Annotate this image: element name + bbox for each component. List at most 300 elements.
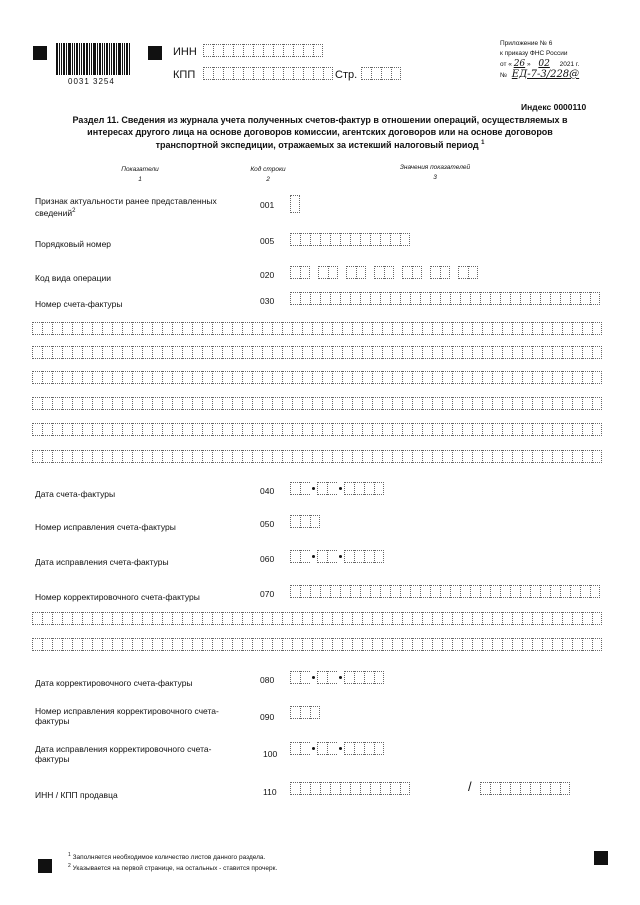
input-cell[interactable] [142,423,152,436]
input-cell[interactable] [232,423,242,436]
input-cell[interactable] [582,450,592,463]
input-cell[interactable] [132,450,142,463]
input-cell[interactable] [172,638,182,651]
input-cell[interactable] [52,371,62,384]
input-cell[interactable] [282,397,292,410]
input-cell[interactable] [62,612,72,625]
input-cell[interactable] [202,450,212,463]
input-cell[interactable] [152,346,162,359]
input-cell[interactable] [432,397,442,410]
input-cell[interactable] [122,612,132,625]
input-cell[interactable] [462,612,472,625]
input-cell[interactable] [460,292,470,305]
input-cell[interactable] [482,638,492,651]
input-cell[interactable] [562,612,572,625]
input-cell[interactable] [142,397,152,410]
input-cell[interactable] [102,450,112,463]
input-cell[interactable] [472,450,482,463]
input-cell[interactable] [552,371,562,384]
input-cell[interactable] [452,638,462,651]
input-cell[interactable] [480,292,490,305]
input-cell[interactable] [212,371,222,384]
input-cell[interactable] [402,397,412,410]
input-cell[interactable] [292,371,302,384]
input-cell[interactable] [172,612,182,625]
input-cell[interactable] [92,423,102,436]
input-cell[interactable] [232,397,242,410]
input-cell[interactable] [62,346,72,359]
input-cell[interactable] [412,423,422,436]
input-cell[interactable] [430,292,440,305]
input-cell[interactable] [342,423,352,436]
input-cell[interactable] [432,423,442,436]
input-cell[interactable] [592,346,602,359]
page-cells[interactable] [361,67,401,80]
input-cell[interactable] [92,612,102,625]
row-070-cells-line1[interactable] [290,585,600,598]
input-cell[interactable] [422,450,432,463]
input-cell[interactable] [582,423,592,436]
input-cell[interactable] [502,450,512,463]
input-cell[interactable] [502,371,512,384]
input-cell[interactable] [332,371,342,384]
input-cell[interactable] [292,322,302,335]
input-cell[interactable] [112,450,122,463]
input-cell[interactable] [302,638,312,651]
input-cell[interactable] [440,292,450,305]
input-cell[interactable] [572,397,582,410]
input-cell[interactable] [262,612,272,625]
input-cell[interactable] [142,346,152,359]
input-cell[interactable] [282,346,292,359]
input-cell[interactable] [532,423,542,436]
input-cell[interactable] [82,423,92,436]
input-cell[interactable] [82,612,92,625]
input-cell[interactable] [172,322,182,335]
input-cell[interactable] [262,322,272,335]
input-cell[interactable] [562,423,572,436]
input-cell[interactable] [492,397,502,410]
input-cell[interactable] [432,371,442,384]
input-cell[interactable] [362,638,372,651]
input-cell[interactable] [162,371,172,384]
input-cell[interactable] [372,423,382,436]
input-cell[interactable] [72,346,82,359]
input-cell[interactable] [132,397,142,410]
input-cell[interactable] [162,638,172,651]
input-cell[interactable] [222,322,232,335]
input-cell[interactable] [182,346,192,359]
input-cell[interactable] [432,638,442,651]
input-cell[interactable] [292,612,302,625]
input-cell[interactable] [312,638,322,651]
input-cell[interactable] [350,292,360,305]
input-cell[interactable] [550,292,560,305]
input-cell[interactable] [312,371,322,384]
input-cell[interactable] [322,612,332,625]
input-cell[interactable] [52,346,62,359]
input-cell[interactable] [382,371,392,384]
input-cell[interactable] [300,585,310,598]
input-cell[interactable] [102,371,112,384]
input-cell[interactable] [540,292,550,305]
input-cell[interactable] [532,371,542,384]
input-cell[interactable] [590,292,600,305]
input-cell[interactable] [502,612,512,625]
input-cell[interactable] [122,371,132,384]
input-cell[interactable] [252,612,262,625]
input-cell[interactable] [392,322,402,335]
input-cell[interactable] [92,346,102,359]
input-cell[interactable] [52,450,62,463]
input-cell[interactable] [342,322,352,335]
input-cell[interactable] [122,638,132,651]
input-cell[interactable] [112,397,122,410]
input-cell[interactable] [42,612,52,625]
row-005-cells[interactable] [290,233,410,246]
input-cell[interactable] [430,585,440,598]
input-cell[interactable] [512,450,522,463]
input-cell[interactable] [82,322,92,335]
input-cell[interactable] [322,397,332,410]
input-cell[interactable] [552,612,562,625]
input-cell[interactable] [352,638,362,651]
input-cell[interactable] [582,612,592,625]
input-cell[interactable] [532,397,542,410]
input-cell[interactable] [272,322,282,335]
input-cell[interactable] [92,638,102,651]
input-cell[interactable] [592,322,602,335]
input-cell[interactable] [152,450,162,463]
input-cell[interactable] [552,397,562,410]
input-cell[interactable] [480,585,490,598]
input-cell[interactable] [172,423,182,436]
input-cell[interactable] [380,585,390,598]
input-cell[interactable] [382,322,392,335]
input-cell[interactable] [382,450,392,463]
input-cell[interactable] [252,346,262,359]
input-cell[interactable] [362,371,372,384]
input-cell[interactable] [520,585,530,598]
input-cell[interactable] [522,450,532,463]
input-cell[interactable] [42,371,52,384]
input-cell[interactable] [52,423,62,436]
input-cell[interactable] [582,638,592,651]
input-cell[interactable] [332,638,342,651]
input-cell[interactable] [212,322,222,335]
input-cell[interactable] [352,450,362,463]
input-cell[interactable] [262,450,272,463]
input-cell[interactable] [212,423,222,436]
input-cell[interactable] [382,423,392,436]
input-cell[interactable] [502,638,512,651]
input-cell[interactable] [62,371,72,384]
input-cell[interactable] [112,423,122,436]
input-cell[interactable] [202,397,212,410]
input-cell[interactable] [172,397,182,410]
input-cell[interactable] [400,292,410,305]
row-020-cells[interactable] [290,266,478,279]
input-cell[interactable] [232,346,242,359]
input-cell[interactable] [572,612,582,625]
input-cell[interactable] [62,397,72,410]
input-cell[interactable] [512,322,522,335]
input-cell[interactable] [352,423,362,436]
input-cell[interactable] [332,397,342,410]
input-cell[interactable] [290,292,300,305]
input-cell[interactable] [342,397,352,410]
input-cell[interactable] [382,346,392,359]
input-cell[interactable] [32,612,42,625]
input-cell[interactable] [340,585,350,598]
input-cell[interactable] [572,450,582,463]
input-cell[interactable] [412,371,422,384]
input-cell[interactable] [440,585,450,598]
input-cell[interactable] [552,450,562,463]
input-cell[interactable] [552,322,562,335]
input-cell[interactable] [552,346,562,359]
input-cell[interactable] [570,585,580,598]
input-cell[interactable] [420,292,430,305]
input-cell[interactable] [292,346,302,359]
input-cell[interactable] [372,397,382,410]
input-cell[interactable] [492,612,502,625]
input-cell[interactable] [532,612,542,625]
input-cell[interactable] [232,450,242,463]
input-cell[interactable] [542,397,552,410]
row-030-cells-line5[interactable] [32,397,602,410]
input-cell[interactable] [542,346,552,359]
input-cell[interactable] [242,612,252,625]
input-cell[interactable] [552,423,562,436]
input-cell[interactable] [122,450,132,463]
input-cell[interactable] [272,397,282,410]
input-cell[interactable] [162,612,172,625]
input-cell[interactable] [312,423,322,436]
input-cell[interactable] [32,638,42,651]
input-cell[interactable] [222,612,232,625]
input-cell[interactable] [242,423,252,436]
input-cell[interactable] [502,423,512,436]
row-030-cells-line3[interactable] [32,346,602,359]
input-cell[interactable] [522,612,532,625]
input-cell[interactable] [132,612,142,625]
input-cell[interactable] [312,397,322,410]
input-cell[interactable] [182,371,192,384]
input-cell[interactable] [452,450,462,463]
inn-cells[interactable] [203,44,323,57]
input-cell[interactable] [490,585,500,598]
input-cell[interactable] [102,322,112,335]
input-cell[interactable] [52,638,62,651]
input-cell[interactable] [312,450,322,463]
input-cell[interactable] [242,346,252,359]
input-cell[interactable] [182,397,192,410]
input-cell[interactable] [72,423,82,436]
input-cell[interactable] [112,346,122,359]
input-cell[interactable] [592,612,602,625]
input-cell[interactable] [302,423,312,436]
input-cell[interactable] [482,450,492,463]
input-cell[interactable] [492,638,502,651]
input-cell[interactable] [562,397,572,410]
input-cell[interactable] [272,346,282,359]
input-cell[interactable] [512,346,522,359]
input-cell[interactable] [412,346,422,359]
input-cell[interactable] [472,346,482,359]
input-cell[interactable] [442,322,452,335]
input-cell[interactable] [292,450,302,463]
input-cell[interactable] [450,585,460,598]
input-cell[interactable] [402,322,412,335]
input-cell[interactable] [490,292,500,305]
input-cell[interactable] [202,371,212,384]
input-cell[interactable] [462,371,472,384]
input-cell[interactable] [72,397,82,410]
input-cell[interactable] [142,322,152,335]
input-cell[interactable] [372,346,382,359]
input-cell[interactable] [152,638,162,651]
input-cell[interactable] [142,638,152,651]
input-cell[interactable] [582,397,592,410]
input-cell[interactable] [422,322,432,335]
input-cell[interactable] [272,371,282,384]
input-cell[interactable] [542,371,552,384]
input-cell[interactable] [142,371,152,384]
input-cell[interactable] [182,612,192,625]
row-090-cells[interactable] [290,706,320,719]
row-030-cells-line1[interactable] [290,292,600,305]
input-cell[interactable] [542,612,552,625]
input-cell[interactable] [360,585,370,598]
input-cell[interactable] [262,346,272,359]
input-cell[interactable] [332,450,342,463]
input-cell[interactable] [560,292,570,305]
input-cell[interactable] [182,322,192,335]
input-cell[interactable] [572,322,582,335]
input-cell[interactable] [322,346,332,359]
input-cell[interactable] [492,371,502,384]
input-cell[interactable] [212,612,222,625]
input-cell[interactable] [372,450,382,463]
input-cell[interactable] [152,423,162,436]
input-cell[interactable] [362,423,372,436]
input-cell[interactable] [390,292,400,305]
input-cell[interactable] [152,322,162,335]
input-cell[interactable] [582,371,592,384]
input-cell[interactable] [462,322,472,335]
input-cell[interactable] [42,450,52,463]
input-cell[interactable] [582,322,592,335]
input-cell[interactable] [472,371,482,384]
input-cell[interactable] [92,371,102,384]
input-cell[interactable] [102,397,112,410]
input-cell[interactable] [422,612,432,625]
input-cell[interactable] [122,346,132,359]
input-cell[interactable] [442,450,452,463]
row-030-cells-line2[interactable] [32,322,602,335]
input-cell[interactable] [232,612,242,625]
input-cell[interactable] [82,638,92,651]
input-cell[interactable] [162,322,172,335]
input-cell[interactable] [52,397,62,410]
input-cell[interactable] [242,450,252,463]
row-050-cells[interactable] [290,515,320,528]
input-cell[interactable] [192,423,202,436]
input-cell[interactable] [262,423,272,436]
input-cell[interactable] [212,397,222,410]
input-cell[interactable] [462,450,472,463]
input-cell[interactable] [112,322,122,335]
input-cell[interactable] [562,346,572,359]
input-cell[interactable] [262,638,272,651]
input-cell[interactable] [562,371,572,384]
input-cell[interactable] [402,638,412,651]
input-cell[interactable] [162,346,172,359]
input-cell[interactable] [322,638,332,651]
input-cell[interactable] [522,346,532,359]
input-cell[interactable] [592,397,602,410]
input-cell[interactable] [352,322,362,335]
input-cell[interactable] [132,638,142,651]
input-cell[interactable] [202,423,212,436]
input-cell[interactable] [382,397,392,410]
input-cell[interactable] [102,638,112,651]
input-cell[interactable] [282,612,292,625]
input-cell[interactable] [422,371,432,384]
input-cell[interactable] [542,322,552,335]
input-cell[interactable] [442,423,452,436]
input-cell[interactable] [202,638,212,651]
input-cell[interactable] [392,423,402,436]
input-cell[interactable] [242,638,252,651]
input-cell[interactable] [152,612,162,625]
input-cell[interactable] [510,585,520,598]
input-cell[interactable] [532,322,542,335]
input-cell[interactable] [342,346,352,359]
input-cell[interactable] [132,371,142,384]
input-cell[interactable] [310,292,320,305]
input-cell[interactable] [72,450,82,463]
input-cell[interactable] [52,322,62,335]
input-cell[interactable] [360,292,370,305]
input-cell[interactable] [402,450,412,463]
row-030-cells-line4[interactable] [32,371,602,384]
input-cell[interactable] [370,292,380,305]
input-cell[interactable] [372,638,382,651]
input-cell[interactable] [442,371,452,384]
input-cell[interactable] [462,346,472,359]
input-cell[interactable] [32,423,42,436]
input-cell[interactable] [402,346,412,359]
input-cell[interactable] [112,612,122,625]
input-cell[interactable] [192,612,202,625]
input-cell[interactable] [560,585,570,598]
input-cell[interactable] [122,397,132,410]
input-cell[interactable] [522,423,532,436]
kpp-cells[interactable] [203,67,333,80]
input-cell[interactable] [102,612,112,625]
input-cell[interactable] [562,638,572,651]
input-cell[interactable] [312,612,322,625]
input-cell[interactable] [320,585,330,598]
input-cell[interactable] [530,585,540,598]
input-cell[interactable] [290,585,300,598]
input-cell[interactable] [572,371,582,384]
input-cell[interactable] [32,450,42,463]
input-cell[interactable] [352,397,362,410]
row-030-cells-line7[interactable] [32,450,602,463]
